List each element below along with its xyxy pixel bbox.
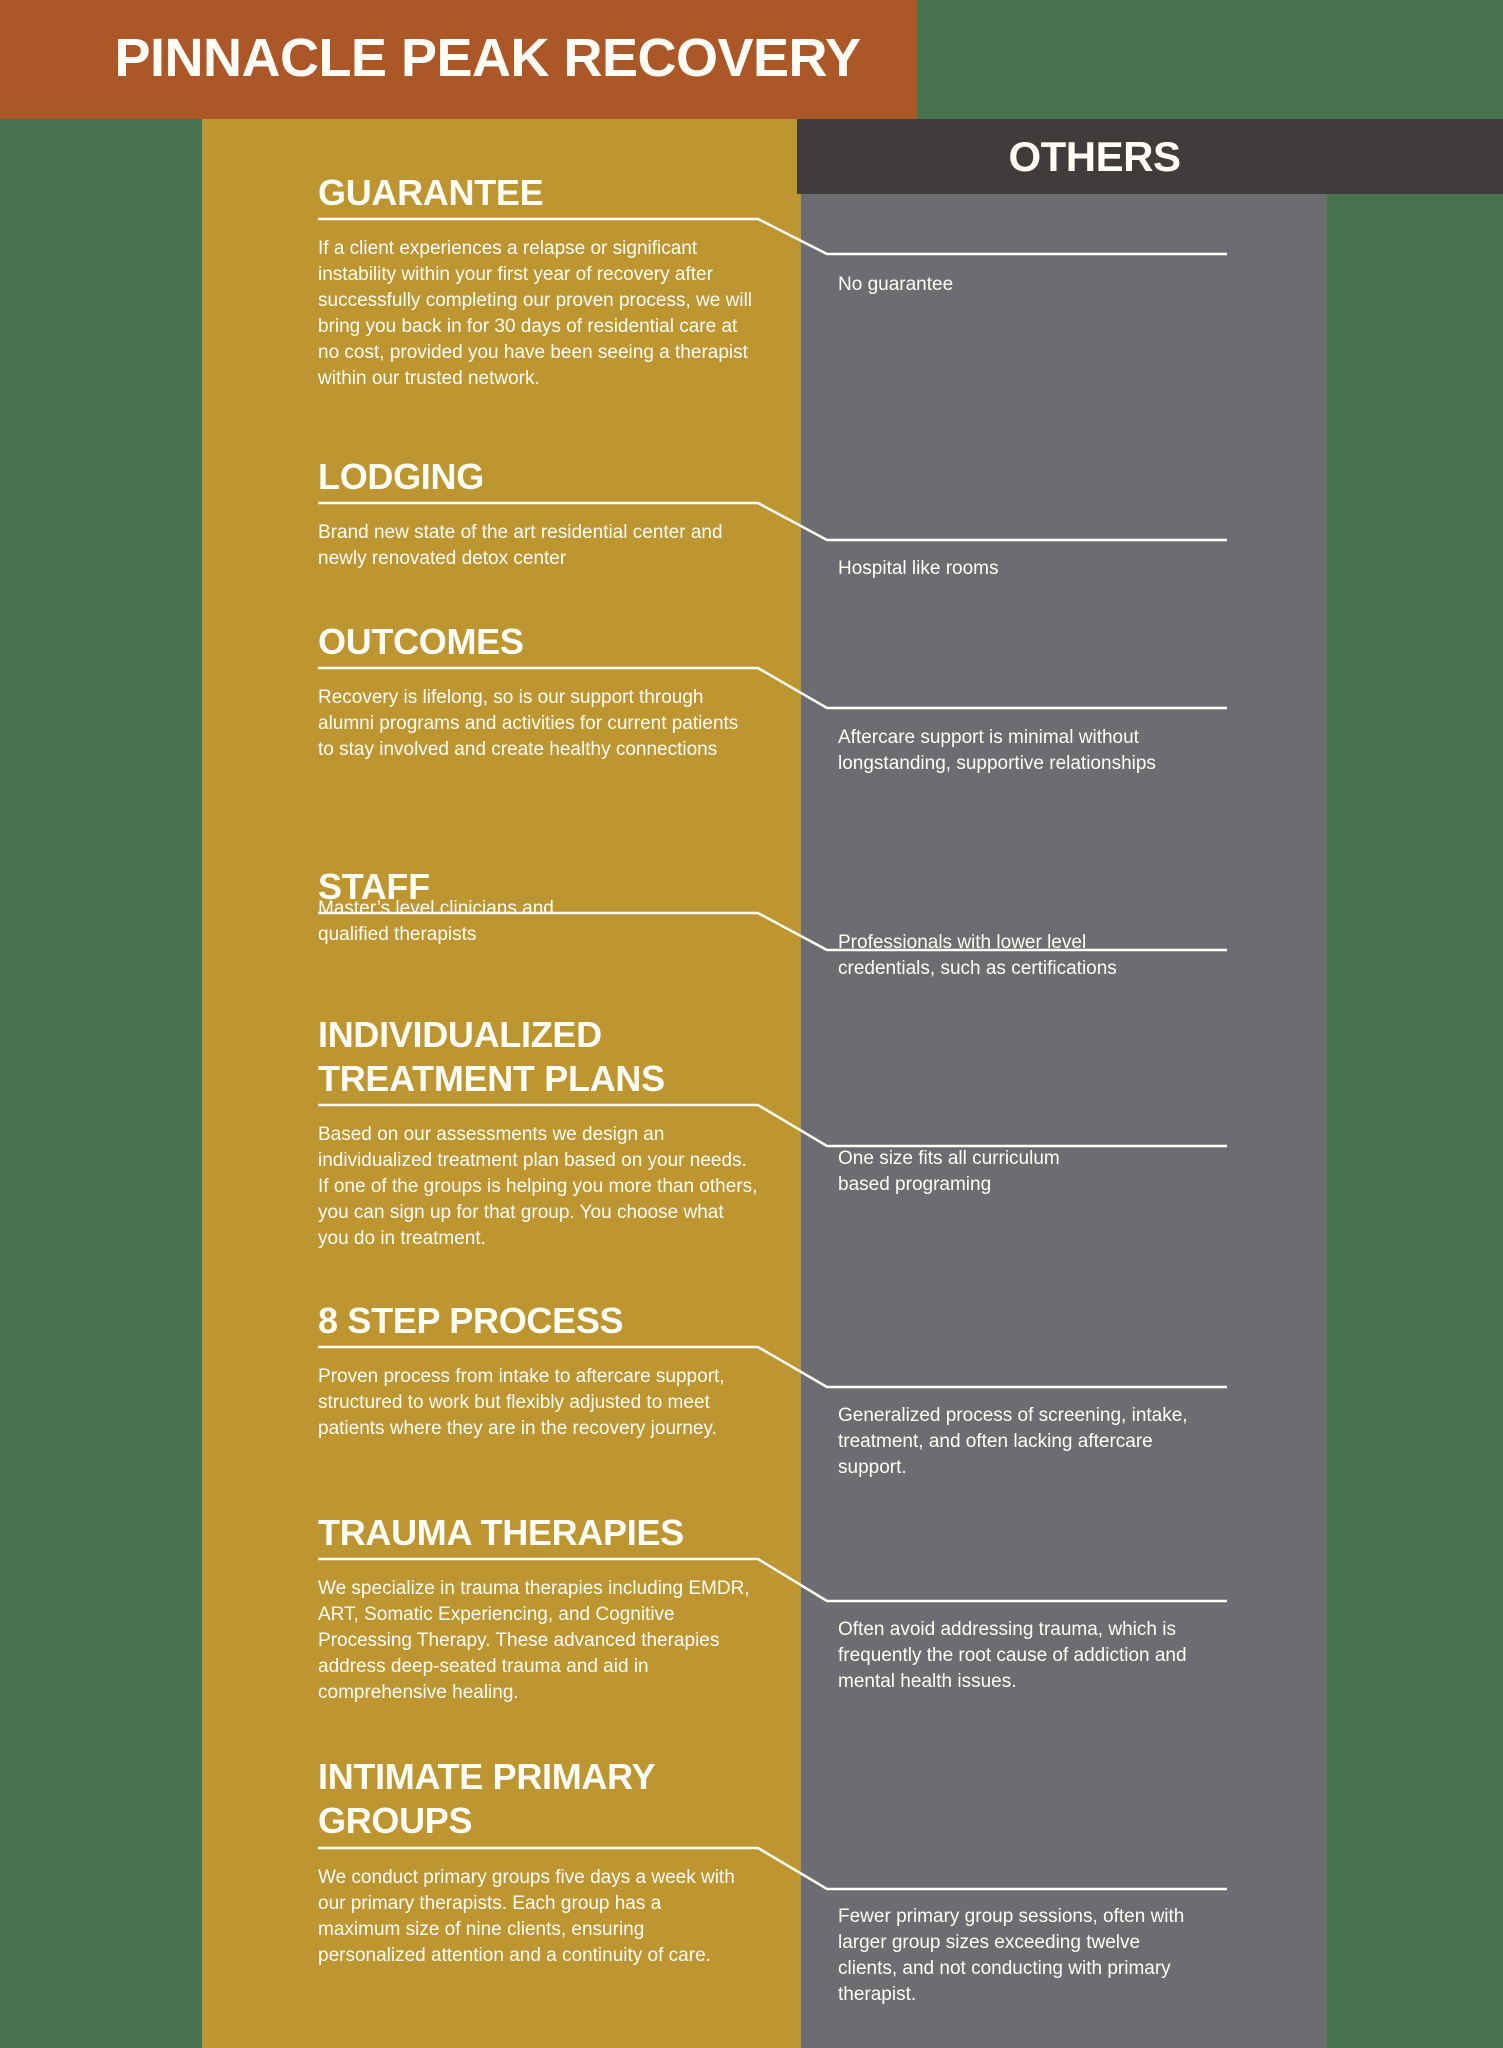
- heading-outcomes: OUTCOMES: [318, 621, 524, 662]
- ours-trauma: We specialize in trauma therapies including EMDR, ART, Somatic Experiencing, and Cognitive Processing Therapy. These advanced therapies address deep-seated trauma and aid in comprehensive healing.: [318, 1578, 750, 1703]
- heading-8-step: 8 STEP PROCESS: [318, 1300, 624, 1341]
- heading-trauma: TRAUMA THERAPIES: [318, 1512, 684, 1553]
- ours-staff: Master’s level clinicians and qualified therapists: [318, 898, 554, 945]
- heading-lodging: LODGING: [318, 456, 484, 497]
- title-banner: [0, 0, 917, 119]
- others-lodging: Hospital like rooms: [838, 558, 999, 579]
- others-title: OTHERS: [1008, 133, 1181, 180]
- heading-staff: STAFF: [318, 866, 430, 907]
- heading-individualized: INDIVIDUALIZED TREATMENT PLANS: [318, 1014, 665, 1099]
- ours-intimate: We conduct primary groups five days a week with our primary therapists. Each group has a maximum size of nine clients, ensuring personalized attention and a continuity of care.: [318, 1867, 735, 1966]
- ours-outcomes: Recovery is lifelong, so is our support through alumni programs and activities for current patients to stay involved and create healthy connections: [318, 687, 739, 760]
- ours-guarantee: If a client experiences a relapse or significant instability within your first year of recovery after successfully completing our proven process, we will bring you back in for 30 days of residential care at no cost, provided you have been seeing a therapist within our trusted network.: [318, 238, 753, 389]
- heading-intimate: INTIMATE PRIMARY GROUPS: [318, 1756, 655, 1841]
- others-individualized: One size fits all curriculum based programing: [838, 1148, 1060, 1195]
- others-column: [801, 194, 1327, 2048]
- page-title: PINNACLE PEAK RECOVERY: [114, 28, 861, 88]
- others-outcomes: Aftercare support is minimal without longstanding, supportive relationships: [838, 727, 1156, 774]
- others-intimate: Fewer primary group sessions, often with larger group sizes exceeding twelve clients, and not conducting with primary therapist.: [838, 1906, 1185, 2005]
- others-8-step: Generalized process of screening, intake, treatment, and often lacking aftercare support.: [838, 1405, 1188, 1478]
- heading-guarantee: GUARANTEE: [318, 172, 544, 213]
- others-header: [797, 119, 1503, 194]
- others-trauma: Often avoid addressing trauma, which is frequently the root cause of addiction and mental health issues.: [838, 1619, 1187, 1692]
- ours-8-step: Proven process from intake to aftercare support, structured to work but flexibly adjusted to meet patients where they are in the recovery journey.: [318, 1366, 725, 1439]
- ours-lodging: Brand new state of the art residential center and newly renovated detox center: [318, 522, 723, 569]
- others-guarantee: No guarantee: [838, 274, 954, 295]
- others-staff: Professionals with lower level credentials, such as certifications: [838, 932, 1117, 979]
- ours-individualized: Based on our assessments we design an individualized treatment plan based on your needs. If one of the groups is helping you more than others, you can sign up for that group. You choose what you do in treatment.: [318, 1124, 758, 1249]
